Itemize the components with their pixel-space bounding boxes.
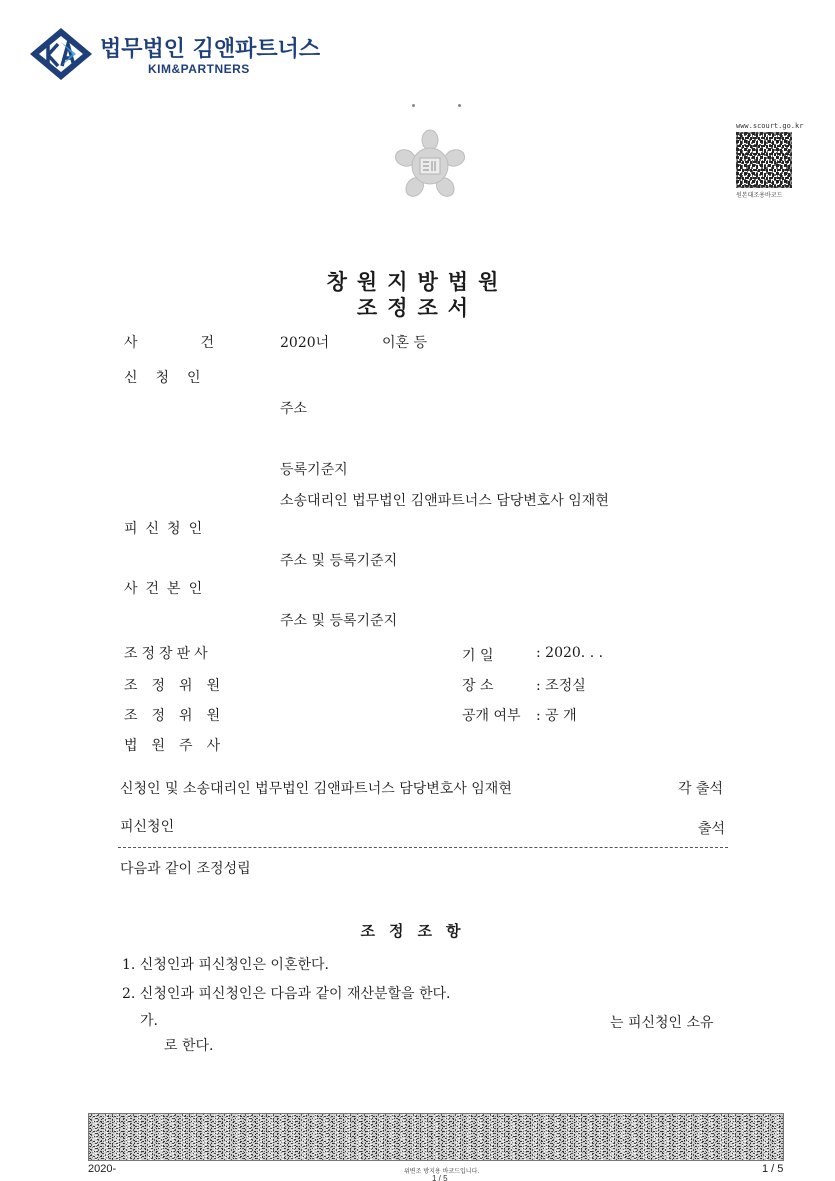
term-item-2a-prefix: 가. bbox=[140, 1013, 158, 1029]
applicant-agent: 소송대리인 법무법인 김앤파트너스 담당변호사 임재현 bbox=[280, 493, 609, 509]
member1-label: 조정위원 bbox=[124, 678, 235, 694]
case-label-text: 사 건 bbox=[124, 335, 214, 351]
case-number: 2020너 bbox=[280, 335, 330, 351]
footer-barcode-note: 위변조 방지용 바코드입니다. bbox=[404, 1168, 480, 1175]
term-item-2: 2. 신청인과 피신청인은 다음과 같이 재산분할을 한다. bbox=[122, 986, 451, 1002]
qr-code-icon bbox=[736, 132, 792, 188]
case-name: 이혼 등 bbox=[382, 335, 428, 351]
place-label: 장 소 bbox=[462, 678, 494, 694]
qr-url: www.scourt.go.kr bbox=[736, 122, 804, 130]
case-label bbox=[124, 332, 214, 352]
security-barcode-icon bbox=[88, 1113, 784, 1161]
principal-address: 주소 및 등록기준지 bbox=[280, 613, 398, 629]
scan-dot bbox=[412, 104, 415, 107]
member2-label: 조정위원 bbox=[124, 708, 235, 724]
applicant-address-label: 주소 bbox=[280, 401, 308, 417]
applicant-label: 신청인 bbox=[124, 370, 219, 386]
principal-label: 사건본인 bbox=[124, 581, 211, 597]
public-value: : 공 개 bbox=[536, 708, 577, 724]
qr-caption: 원본대조용바코드 bbox=[736, 192, 783, 199]
date-value: : 2020. . . bbox=[536, 645, 604, 661]
respondent-address: 주소 및 등록기준지 bbox=[280, 553, 398, 569]
document-title: 조정조서 bbox=[356, 296, 479, 320]
place-value: : 조정실 bbox=[536, 678, 586, 694]
court-emblem-icon bbox=[392, 128, 468, 204]
divider bbox=[118, 847, 728, 848]
public-label: 공개 여부 bbox=[462, 708, 521, 724]
scan-dot bbox=[458, 104, 461, 107]
terms-title: 조정조항 bbox=[360, 922, 475, 940]
firm-name-en: KIM&PARTNERS bbox=[148, 62, 250, 76]
term-item-2a-suffix: 는 피신청인 소유 bbox=[610, 1015, 714, 1031]
applicant-registry-label: 등록기준지 bbox=[280, 462, 348, 478]
attendance-line2: 피신청인 bbox=[120, 819, 175, 835]
firm-logo-mark-icon bbox=[28, 26, 94, 82]
footer-case-number: 2020- bbox=[88, 1163, 117, 1175]
attendance-line1: 신청인 및 소송대리인 법무법인 김앤파트너스 담당변호사 임재현 bbox=[120, 781, 512, 797]
court-title: 창원지방법원 bbox=[326, 270, 509, 294]
footer-page-number: 1 / 5 bbox=[762, 1163, 784, 1175]
term-item-2a-continued: 로 한다. bbox=[164, 1038, 214, 1054]
attendance-line2-status: 출석 bbox=[698, 821, 726, 837]
respondent-label: 피신청인 bbox=[124, 521, 211, 537]
term-item-1: 1. 신청인과 피신청인은 이혼한다. bbox=[122, 957, 329, 973]
firm-name: 법무법인 김앤파트너스 bbox=[100, 37, 321, 62]
date-label: 기 일 bbox=[462, 648, 494, 664]
footer-center-page: 1 / 5 bbox=[432, 1174, 448, 1181]
judge-label: 조정장판사 bbox=[124, 646, 212, 662]
firm-logo bbox=[28, 26, 328, 86]
clerk-label: 법원주사 bbox=[124, 738, 235, 754]
mediation-result: 다음과 같이 조정성립 bbox=[120, 861, 251, 877]
attendance-line1-status: 각 출석 bbox=[678, 781, 724, 797]
